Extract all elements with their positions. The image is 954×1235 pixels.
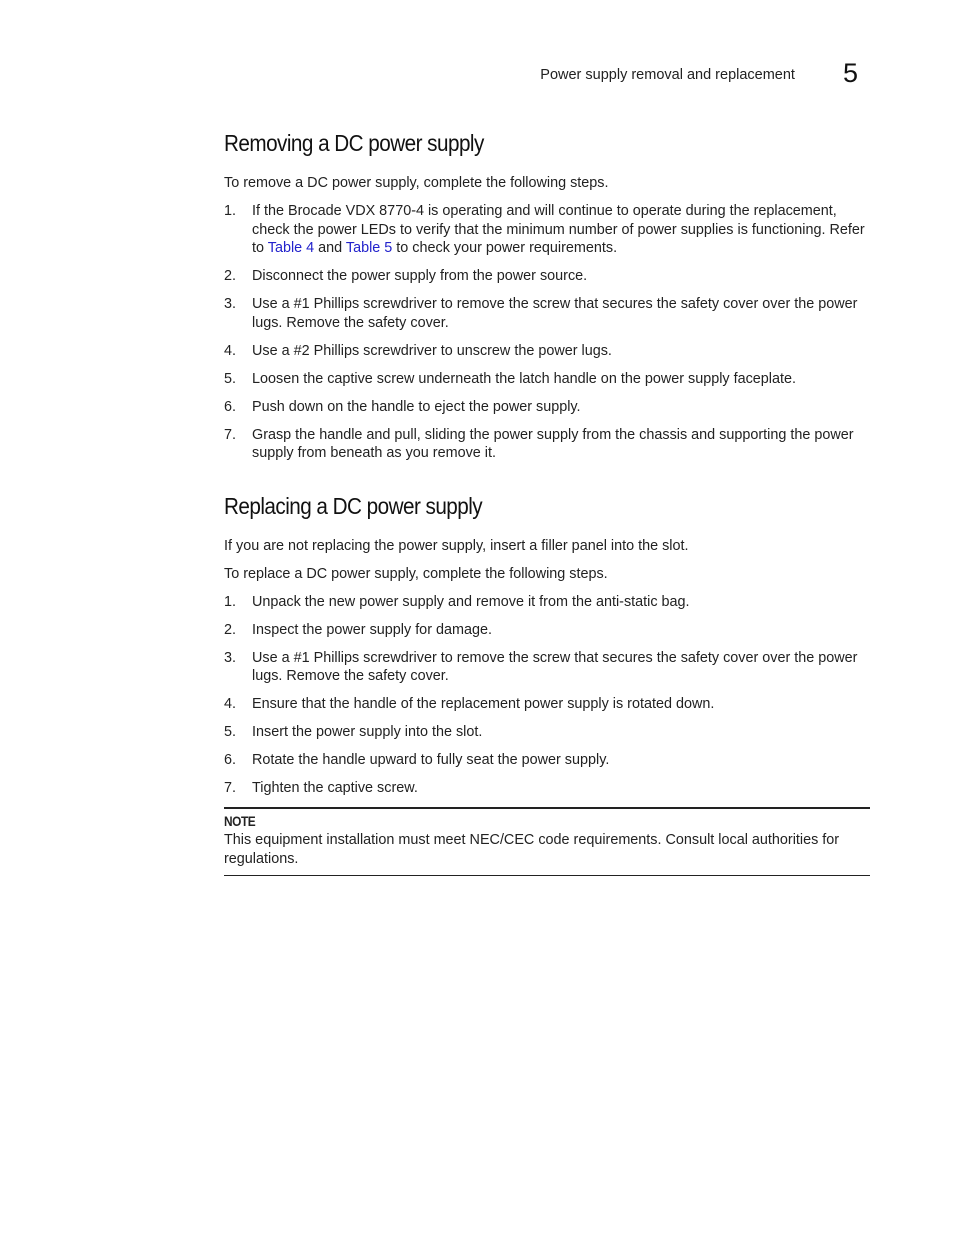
replacing-intro-filler: If you are not replacing the power supply, insert a filler panel into the slot. (224, 537, 689, 554)
step-number: 3. (224, 296, 237, 312)
step-number: 5. (224, 724, 237, 740)
step-text: Use a #1 Phillips screwdriver to remove the screw that secures the safety cover over the power lugs. Remove the safety cover. (252, 649, 858, 684)
page-header (540, 58, 858, 88)
removing-intro: To remove a DC power supply, complete the following steps. (224, 175, 609, 191)
replacing-intro-steps: To replace a DC power supply, complete the following steps. (224, 565, 608, 582)
step-number: 6. (224, 752, 237, 768)
list-item (224, 695, 870, 714)
list-item (224, 723, 870, 742)
chapter-number: 5 (842, 57, 858, 88)
list-item (224, 593, 870, 612)
step-text: Use a #2 Phillips screwdriver to unscrew the power lugs. (252, 342, 612, 359)
step-text: Use a #1 Phillips screwdriver to remove the screw that secures the safety cover over the power lugs. Remove the safety cover. (252, 296, 858, 331)
step-number: 4. (224, 696, 237, 712)
step-number: 2. (224, 621, 237, 638)
step-text: Disconnect the power supply from the power source. (252, 268, 588, 284)
list-item (224, 370, 870, 389)
step-text: Unpack the new power supply and remove it from the anti-static bag. (252, 593, 690, 610)
step-number: 2. (224, 268, 237, 284)
list-item (224, 342, 870, 361)
heading-removing: Removing a DC power supply (224, 130, 484, 156)
list-item (224, 621, 870, 640)
step-text-part: If the Brocade VDX 8770-4 is operating and will continue to operate during the replacement, check the power LEDs to verify that the minimum number of power supplies is functioning. Refer to (252, 203, 865, 256)
heading-replacing: Replacing a DC power supply (224, 492, 483, 519)
table-5-link[interactable]: Table 5 (345, 240, 393, 256)
list-item (224, 398, 870, 417)
step-text: Inspect the power supply for damage. (252, 621, 492, 638)
step-number: 4. (224, 342, 237, 359)
table-4-link[interactable]: Table 4 (267, 240, 315, 256)
note-text: This equipment installation must meet NEC/CEC code requirements. Consult local authorities for regulations. (224, 832, 840, 867)
removing-steps (224, 202, 870, 463)
step-text: Loosen the captive screw underneath the latch handle on the power supply faceplate. (252, 370, 797, 387)
step-number: 1. (224, 593, 237, 610)
step-number: 7. (224, 780, 237, 796)
step-text-part: to check your power requirements. (392, 240, 618, 256)
list-item (224, 202, 870, 258)
step-text: Ensure that the handle of the replacement power supply is rotated down. (252, 696, 715, 712)
step-text: Push down on the handle to eject the power supply. (252, 398, 581, 415)
list-item (224, 751, 870, 770)
step-number: 5. (224, 370, 237, 387)
list-item (224, 426, 870, 463)
list-item (224, 267, 870, 286)
note-box (224, 807, 870, 876)
step-text: Tighten the captive screw. (252, 780, 418, 796)
step-number: 7. (224, 426, 237, 443)
step-number: 6. (224, 398, 237, 415)
list-item (224, 649, 870, 686)
step-text (252, 202, 870, 258)
page-content (224, 130, 870, 876)
step-text: Insert the power supply into the slot. (252, 724, 483, 740)
list-item (224, 779, 870, 798)
note-label: NOTE (224, 814, 256, 829)
list-item (224, 295, 870, 332)
step-text: Rotate the handle upward to fully seat the power supply. (252, 752, 610, 768)
step-text: Grasp the handle and pull, sliding the power supply from the chassis and supporting the power supply from beneath as you remove it. (252, 426, 854, 461)
replacing-steps (224, 593, 870, 798)
step-number: 1. (224, 203, 237, 219)
step-number: 3. (224, 649, 237, 666)
section-title: Power supply removal and replacement (540, 66, 795, 83)
step-text-part: and (314, 240, 346, 256)
